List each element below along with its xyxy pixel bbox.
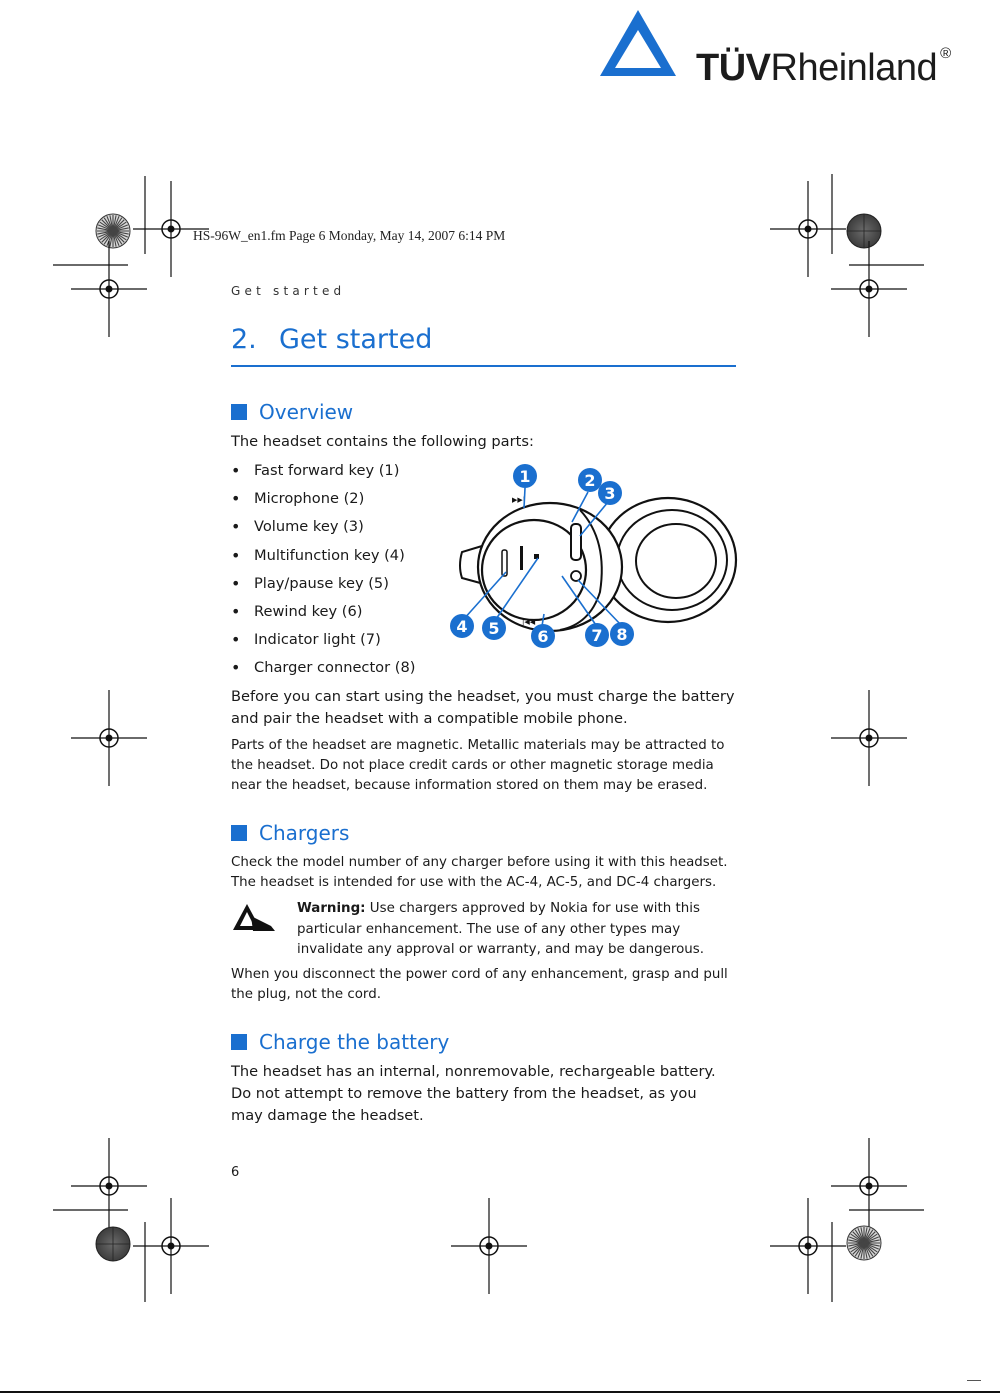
- svg-text:3: 3: [604, 484, 616, 503]
- print-job-header: HS-96W_en1.fm Page 6 Monday, May 14, 2007 6:14 PM: [193, 228, 506, 243]
- svg-text:7: 7: [591, 626, 603, 645]
- list-item: • Fast forward key (1): [231, 460, 415, 488]
- bottom-tick: [967, 1380, 981, 1381]
- svg-text:5: 5: [488, 619, 500, 638]
- list-item: • Rewind key (6): [231, 601, 415, 629]
- list-item: • Multifunction key (4): [231, 545, 415, 573]
- overview-heading: [231, 399, 353, 425]
- charge-battery-paragraph: The headset has an internal, nonremovable, rechargeable battery. Do not attempt to remove the battery from the headset, as you may damage the headset.: [231, 1063, 716, 1124]
- registered-mark: ®: [940, 45, 951, 62]
- magnetic-note: Parts of the headset are magnetic. Metallic materials may be attracted to the headset. Do not place credit cards or other magnetic storage media near the headset, because information stored on them may be erased.: [231, 738, 725, 793]
- list-item: • Volume key (3): [231, 516, 415, 544]
- headset-illustration: [450, 462, 742, 654]
- warning-note: [297, 899, 737, 961]
- chargers-paragraph: Check the model number of any charger before using it with this headset. The headset is intended for use with the AC-4, AC-5, and DC-4 chargers.: [231, 855, 728, 890]
- page-number: 6: [231, 1165, 240, 1180]
- warning-label: Warning:: [297, 901, 366, 916]
- parts-list: [231, 460, 415, 686]
- overview-heading-text: Overview: [259, 400, 354, 424]
- running-header: Get started: [231, 284, 346, 298]
- warning-text: Use chargers approved by Nokia for use with this particular enhancement. The use of any other types may invalidate any approval or warranty, and may be dangerous.: [297, 901, 705, 957]
- bottom-rule: [0, 1391, 1000, 1393]
- list-item: • Play/pause key (5): [231, 573, 415, 601]
- callout-1: [513, 464, 537, 488]
- charge-battery-heading: [231, 1029, 449, 1055]
- before-use-paragraph: Before you can start using the headset, you must charge the battery and pair the headset with a compatible mobile phone.: [231, 688, 735, 727]
- callout-6: [531, 624, 555, 648]
- svg-text:8: 8: [616, 625, 628, 644]
- chargers-heading: [231, 820, 349, 846]
- section-square-icon: [231, 825, 247, 841]
- callout-5: [482, 616, 506, 640]
- svg-text:|◀◀: |◀◀: [522, 618, 536, 626]
- overview-intro: The headset contains the following parts:: [231, 433, 534, 450]
- list-item: • Indicator light (7): [231, 629, 415, 657]
- logo-brand-bold: TÜV: [696, 47, 771, 89]
- chapter-number: 2.: [231, 324, 257, 355]
- callout-4: [450, 614, 474, 638]
- left-ear-cup: [460, 496, 622, 631]
- chapter-title: [231, 324, 432, 355]
- disconnect-paragraph: When you disconnect the power cord of any enhancement, grasp and pull the plug, not the cord.: [231, 967, 728, 1002]
- svg-text:1: 1: [519, 467, 531, 486]
- list-item: • Microphone (2): [231, 488, 415, 516]
- warning-icon: [231, 902, 277, 934]
- chapter-rule: [231, 365, 736, 367]
- list-item: • Charger connector (8): [231, 657, 415, 685]
- svg-text:6: 6: [537, 627, 549, 646]
- section-square-icon: [231, 1034, 247, 1050]
- charge-battery-heading-text: Charge the battery: [259, 1030, 450, 1054]
- chargers-heading-text: Chargers: [259, 821, 350, 845]
- callout-2: [578, 468, 602, 492]
- section-square-icon: [231, 404, 247, 420]
- chapter-title-text: Get started: [279, 324, 433, 355]
- svg-text:▶▶|: ▶▶|: [512, 496, 526, 504]
- callout-8: [610, 622, 634, 646]
- svg-text:4: 4: [456, 617, 468, 636]
- svg-text:2: 2: [584, 471, 596, 490]
- callout-3: [598, 481, 622, 505]
- logo-brand-regular: Rheinland: [770, 47, 938, 89]
- callout-7: [585, 623, 609, 647]
